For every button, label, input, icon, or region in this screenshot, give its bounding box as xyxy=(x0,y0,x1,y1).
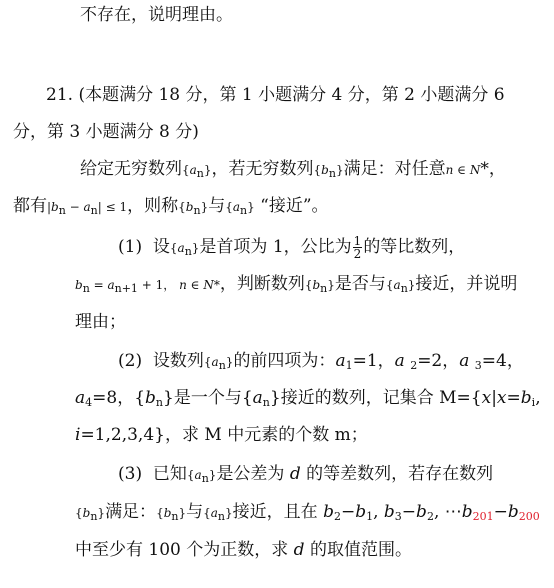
problem-header: 21. (本题满分 18 分，第 1 小题满分 4 分，第 2 小题满分 6 xyxy=(46,85,505,105)
part3-line2: $\{b_n\}$满足：$\{b_n\}$与$\{a_n\}$接近，且在 $b_2-b_1$, $b_3-b_2$, $\cdots b_{201}-b_{200}$ xyxy=(75,502,540,523)
part1-line2: $b_n = a_{n+1} + 1$， n ∈ N*，判断数列$\{b_n\}$是否与$\{a_n\}$接近，并说明 xyxy=(75,274,518,295)
prev-problem-tail: 不存在，说明理由。 xyxy=(80,5,233,25)
part1-line1: (1) 设$\{a_n\}$是首项为 1，公比为 $\frac{1}{2}$ 的等比数列， xyxy=(118,234,466,261)
problem-intro-line1: 给定无穷数列$\{a_n\}$，若无穷数列$\{b_n\}$满足：对任意n ∈ N*， xyxy=(80,159,506,180)
problem-header-cont: 分，第 3 小题满分 8 分) xyxy=(13,122,199,142)
fraction-one-half: $\frac{1}{2}$ xyxy=(353,234,362,261)
problem-intro-line2: 都有$|b_n - a_n| \le 1$，则称$\{b_n\}$与$\{a_n\}$ “接近”。 xyxy=(13,196,329,217)
part3-line1: (3) 已知$\{a_n\}$是公差为 d 的等差数列，若存在数列 xyxy=(118,464,494,485)
part3-line3: 中至少有 100 个为正数，求 d 的取值范围。 xyxy=(75,540,412,560)
part2-line3: i=1,2,3,4}，求 M 中元素的个数 m； xyxy=(75,425,368,445)
part2-line2: $a_4=8$，$\{b_n\}$是一个与$\{a_n\}$接近的数列，记集合 $M=\{x|x=b_i$, xyxy=(75,388,541,409)
part1-line3: 理由； xyxy=(75,312,126,332)
part2-line1: (2) 设数列$\{a_n\}$的前四项为：$a_1=1$，a $_2$=2，a $_3$=4， xyxy=(118,351,524,372)
